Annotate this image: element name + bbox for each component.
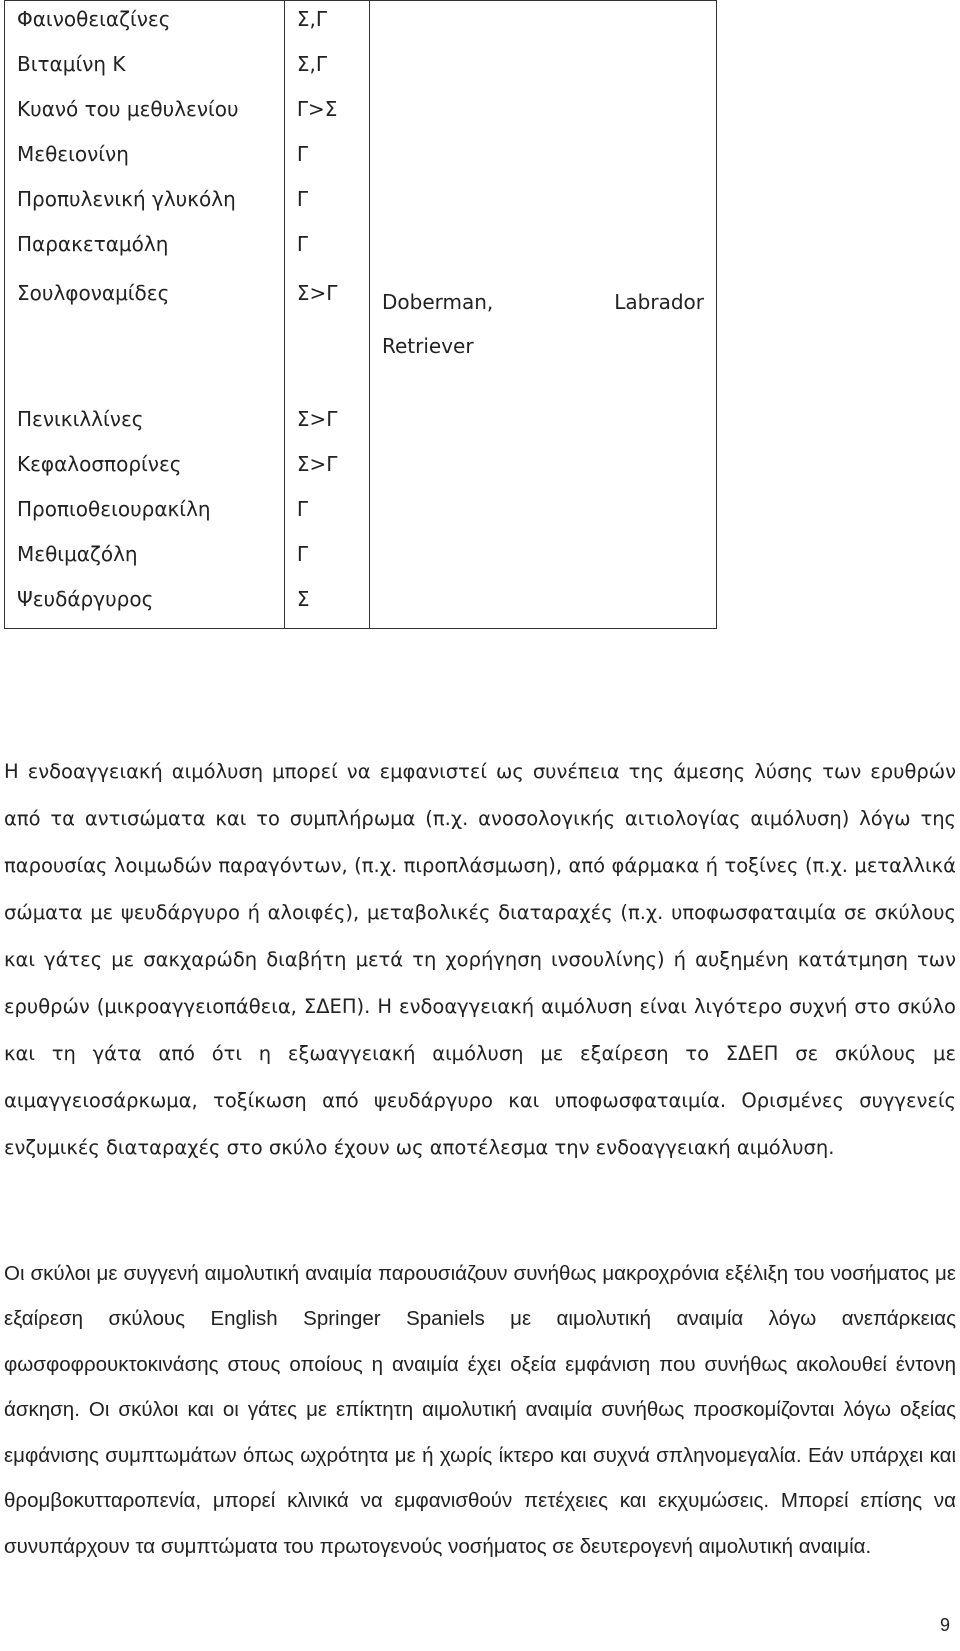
species-cell: Σ>Γ — [284, 271, 369, 401]
table-row — [5, 136, 717, 181]
table-row — [5, 181, 717, 226]
drug-cell: Φαινοθειαζίνες — [5, 1, 285, 46]
breed-cell — [369, 1, 716, 46]
table-row — [5, 401, 717, 446]
breed-cell — [369, 136, 716, 181]
drug-cell: Κυανό του μεθυλενίου — [5, 91, 285, 136]
drug-cell: Μεθιμαζόλη — [5, 536, 285, 581]
paragraph: Οι σκύλοι με συγγενή αιμολυτική αναιμία παρουσιάζουν συνήθως μακροχρόνια εξέλιξη του νοσήματος με εξαίρεση σκύλους English Springer Spaniels με αιμολυτική αναιμία λόγω ανεπάρκειας φωσφοφρουκτοκινάσης στους οποίους η αναιμία έχει οξεία εμφάνιση που συνήθως ακολουθεί έντονη άσκηση. Οι σκύλοι και οι γάτες με επίκτητη αιμολυτική αναιμία συνήθως προσκομίζονται λόγω οξείας εμφάνισης συμπτωμάτων όπως ωχρότητα με ή χωρίς ίκτερο και συχνά σπληνομεγαλία. Εάν υπάρχει και θρομβοκυτταροπενία, μπορεί κλινικά να εμφανισθούν πετέχειες και εκχυμώσεις. Μπορεί επίσης να συνυπάρχουν τα συμπτώματα του πρωτογενούς νοσήματος σε δευτερογενή αιμολυτική αναιμία. — [4, 1261, 956, 1559]
breed-cell — [369, 181, 716, 226]
species-cell: Γ — [284, 226, 369, 271]
drug-cell: Σουλφοναμίδες — [5, 271, 285, 401]
drug-cell: Πενικιλλίνες — [5, 401, 285, 446]
table-row — [5, 46, 717, 91]
drug-cell: Βιταμίνη Κ — [5, 46, 285, 91]
breed-cell — [369, 226, 716, 271]
species-cell: Γ — [284, 536, 369, 581]
table-row — [5, 536, 717, 581]
breed-line — [382, 280, 704, 324]
species-cell: Σ,Γ — [284, 1, 369, 46]
table-row — [5, 581, 717, 629]
table-row — [5, 1, 717, 46]
table-row — [5, 491, 717, 536]
drug-cell: Ψευδάργυρος — [5, 581, 285, 629]
drug-cell: Προπυλενική γλυκόλη — [5, 181, 285, 226]
breed-text: Labrador — [614, 289, 704, 314]
species-cell: Γ>Σ — [284, 91, 369, 136]
page-number: 9 — [939, 1615, 950, 1635]
breed-cell — [369, 581, 716, 629]
paragraph: Η ενδοαγγειακή αιμόλυση μπορεί να εμφανιστεί ως συνέπεια της άμεσης λύσης των ερυθρών από τα αντισώματα και το συμπλήρωμα (π.χ. ανοσολογικής αιτιολογίας αιμόλυση) λόγω της παρουσίας λοιμωδών παραγόντων, (π.χ. πιροπλάσμωση), από φάρμακα ή τοξίνες (π.χ. μεταλλικά σώματα με ψευδάργυρο ή αλοιφές), μεταβολικές διαταραχές (π.χ. υποφωσφαταιμία σε σκύλους και γάτες με σακχαρώδη διαβήτη μετά τη χορήγηση ινσουλίνης) ή αυξημένη κατάτμηση των ερυθρών (μικροαγγειοπάθεια, ΣΔΕΠ). Η ενδοαγγειακή αιμόλυση είναι λιγότερο συχνή στο σκύλο και τη γάτα από ότι η εξωαγγειακή αιμόλυση με εξαίρεση το ΣΔΕΠ σε σκύλους με αιμαγγειοσάρκωμα, τοξίκωση από ψευδάργυρο και υποφωσφαταιμία. Ορισμένες συγγενείς ενζυμικές διαταραχές στο σκύλο έχουν ως αποτέλεσμα την ενδοαγγειακή αιμόλυση. — [4, 759, 956, 1159]
breed-cell — [369, 46, 716, 91]
species-cell: Γ — [284, 181, 369, 226]
species-cell: Γ — [284, 136, 369, 181]
breed-cell — [369, 91, 716, 136]
breed-cell — [369, 491, 716, 536]
breed-cell — [369, 271, 716, 401]
table-row — [5, 226, 717, 271]
drug-cell: Κεφαλοσπορίνες — [5, 446, 285, 491]
species-cell: Γ — [284, 491, 369, 536]
drug-species-table — [4, 0, 717, 629]
breed-cell — [369, 401, 716, 446]
species-cell: Σ — [284, 581, 369, 629]
breed-cell — [369, 446, 716, 491]
drug-cell: Μεθειονίνη — [5, 136, 285, 181]
drug-cell: Παρακεταμόλη — [5, 226, 285, 271]
species-cell: Σ,Γ — [284, 46, 369, 91]
table-row — [5, 271, 717, 401]
breed-cell — [369, 536, 716, 581]
table-row — [5, 446, 717, 491]
breed-text: Doberman, — [381, 289, 494, 314]
table-row — [5, 91, 717, 136]
breed-text: Retriever — [381, 333, 474, 358]
drug-cell: Προπιοθειουρακίλη — [5, 491, 285, 536]
species-cell: Σ>Γ — [284, 446, 369, 491]
species-cell: Σ>Γ — [284, 401, 369, 446]
